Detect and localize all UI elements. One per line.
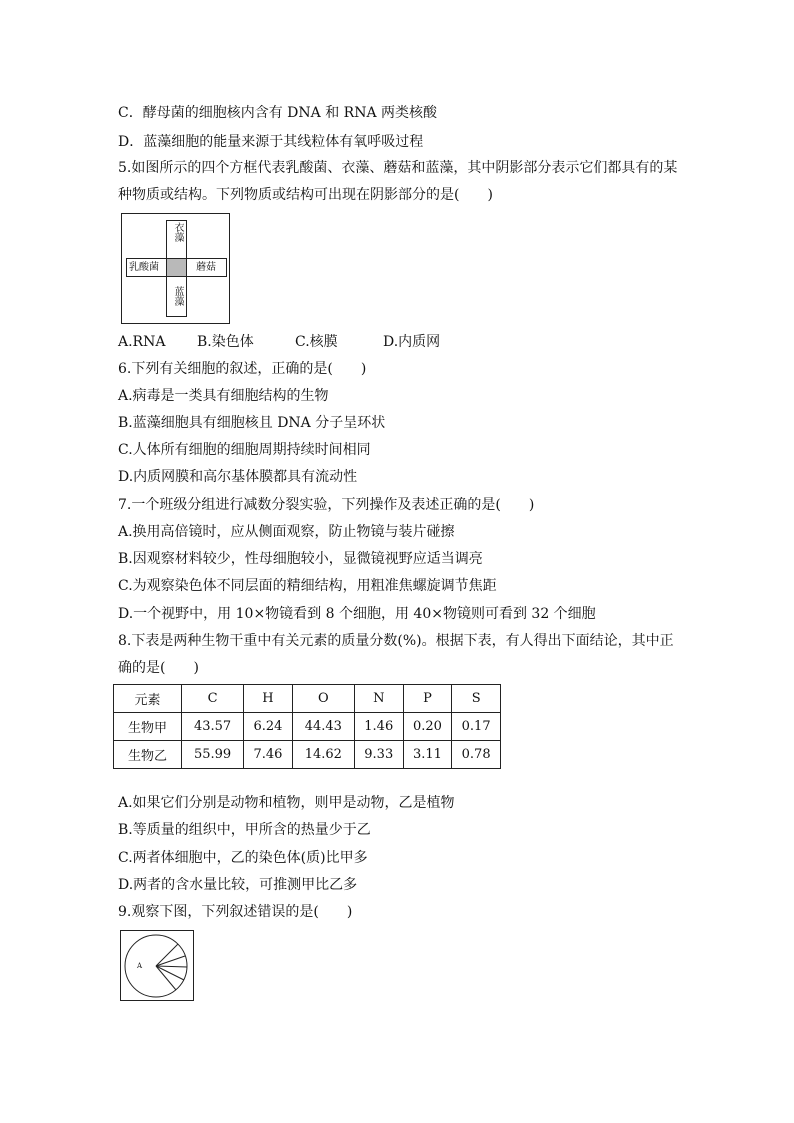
pie-radius (156, 966, 184, 980)
table-cell: 生物甲 (114, 713, 182, 741)
question-6-option-b: B.蓝藻细胞具有细胞核且 DNA 分子呈环状 (118, 415, 386, 431)
question-7-stem: 7.一个班级分组进行减数分裂实验，下列操作及表述正确的是( ) (118, 497, 535, 513)
table-cell: O (292, 685, 354, 713)
question-6-option-a: A.病毒是一类具有细胞结构的生物 (118, 388, 329, 404)
option-c: C.核膜 (295, 334, 338, 350)
table-cell: N (354, 685, 403, 713)
question-8-stem-1: 8.下表是两种生物干重中有关元素的质量分数(%)。根据下表，有人得出下面结论，其中正 (118, 633, 674, 649)
pie-label-a: A (137, 962, 143, 970)
table-cell: 3.11 (403, 741, 452, 769)
line-d-bluegreen: D．蓝藻细胞的能量来源于其线粒体有氧呼吸过程 (118, 134, 424, 150)
label-bottom: 蓝藻 (172, 286, 183, 306)
label-left: 乳酸菌 (129, 262, 159, 273)
question-6-option-d: D.内质网膜和高尔基体膜都具有流动性 (118, 469, 358, 485)
pie-radius (156, 966, 176, 990)
question-8-option-c: C.两者体细胞中，乙的染色体(质)比甲多 (118, 850, 368, 866)
question-5-stem-1: 5.如图所示的四个方框代表乳酸菌、衣藻、蘑菇和蓝藻，其中阴影部分表示它们都具有的某 (118, 160, 678, 176)
table-cell: C (182, 685, 244, 713)
table-cell: H (244, 685, 293, 713)
pie-drawing (121, 931, 193, 1000)
table-cell: 44.43 (292, 713, 354, 741)
line-c-yeast: C．酵母菌的细胞核内含有 DNA 和 RNA 两类核酸 (118, 105, 437, 121)
question-7-option-a: A.换用高倍镜时，应从侧面观察，防止物镜与装片碰擦 (118, 524, 455, 540)
label-top: 衣藻 (172, 222, 183, 242)
table-cell: 14.62 (292, 741, 354, 769)
label-right: 蘑菇 (196, 262, 216, 273)
question-6-option-c: C.人体所有细胞的细胞周期持续时间相同 (118, 442, 371, 458)
question-8-option-d: D.两者的含水量比较，可推测甲比乙多 (118, 877, 358, 893)
question-8-option-b: B.等质量的组织中，甲所含的热量少于乙 (118, 822, 371, 838)
question-5-stem-2: 种物质或结构。下列物质或结构可出现在阴影部分的是( ) (118, 187, 493, 203)
table-cell: 元素 (114, 685, 182, 713)
table-cell: 0.78 (452, 741, 501, 769)
table-cell: P (403, 685, 452, 713)
table-cell: 55.99 (182, 741, 244, 769)
question-6-stem: 6.下列有关细胞的叙述，正确的是( ) (118, 361, 367, 377)
shaded-overlap (167, 259, 186, 276)
option-a: A.RNA (118, 334, 166, 350)
pie-radius (156, 966, 187, 967)
table-cell: 6.24 (244, 713, 293, 741)
table-cell: 0.17 (452, 713, 501, 741)
option-b: B.染色体 (197, 334, 254, 350)
figure-5-cross-diagram (121, 213, 230, 324)
question-7-option-c: C.为观察染色体不同层面的精细结构，用粗准焦螺旋调节焦距 (118, 578, 497, 594)
table-row (114, 713, 501, 741)
table-cell: 生物乙 (114, 741, 182, 769)
element-table (113, 684, 501, 769)
table-cell: S (452, 685, 501, 713)
table-cell: 43.57 (182, 713, 244, 741)
question-7-option-d: D.一个视野中，用 10×物镜看到 8 个细胞，用 40×物镜则可看到 32 个细胞 (118, 606, 596, 622)
question-8-stem-2: 确的是( ) (118, 660, 199, 676)
option-d: D.内质网 (383, 334, 441, 350)
figure-9-pie-diagram (120, 930, 194, 1001)
table-cell: 7.46 (244, 741, 293, 769)
table-row (114, 741, 501, 769)
table-header-row (114, 685, 501, 713)
table-cell: 0.20 (403, 713, 452, 741)
table-cell: 9.33 (354, 741, 403, 769)
question-8-option-a: A.如果它们分别是动物和植物，则甲是动物，乙是植物 (118, 795, 455, 811)
table-cell: 1.46 (354, 713, 403, 741)
question-7-option-b: B.因观察材料较少，性母细胞较小，显微镜视野应适当调亮 (118, 551, 483, 567)
question-9-stem: 9.观察下图，下列叙述错误的是( ) (118, 904, 353, 920)
